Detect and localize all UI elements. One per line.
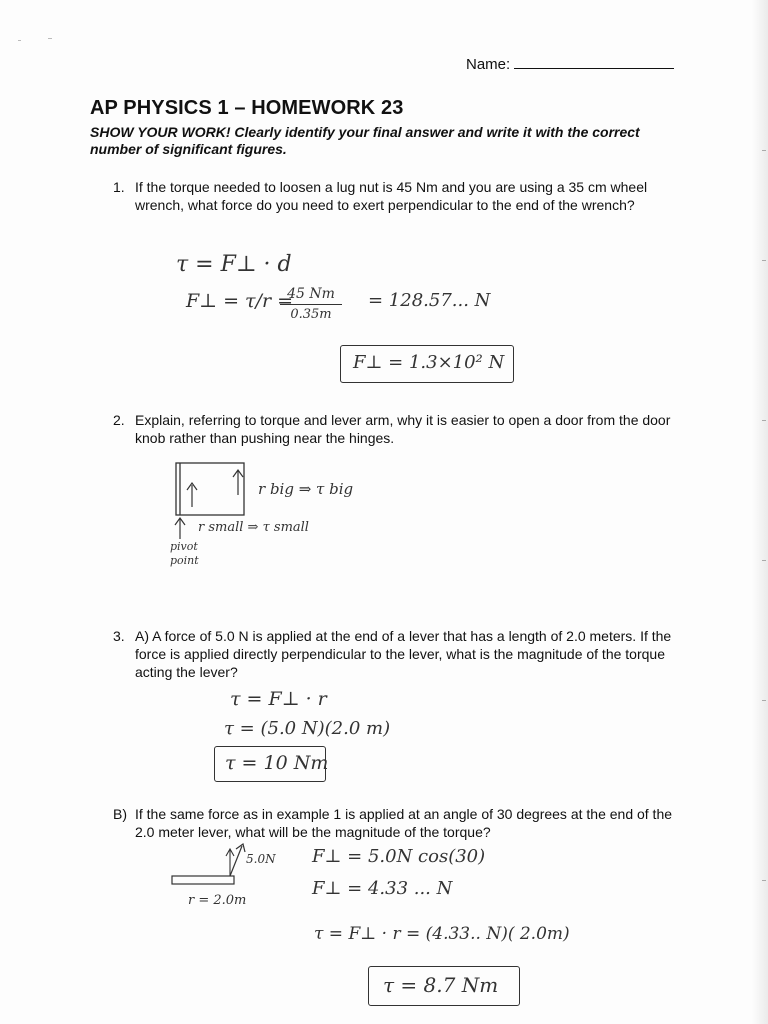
question-text: If the same force as in example 1 is applied at an angle of 30 degrees at the end of the 2.0 meter lever, what will be the magnitude of the torque? (135, 806, 673, 840)
name-label: Name: (466, 56, 511, 73)
q3b-work-line2: F⊥ = 4.33 ... N (312, 878, 453, 899)
name-underline (514, 54, 674, 69)
scan-speck (48, 38, 52, 39)
page-edge-shadow (752, 0, 768, 1024)
question-number: 3. (113, 628, 125, 644)
q1-denominator: 0.35m (290, 307, 332, 322)
edge-mark (762, 420, 766, 421)
q3a-work-line1: τ = F⊥ · r (230, 688, 327, 710)
lever-sketch (168, 840, 268, 892)
edge-mark (762, 260, 766, 261)
edge-mark (762, 560, 766, 561)
page-title: AP PHYSICS 1 – HOMEWORK 23 (90, 97, 404, 119)
q1-work-line2-lhs: F⊥ = τ/r = (186, 290, 294, 312)
q2-small-note: r small ⇒ τ small (198, 520, 309, 535)
q1-answer-box (340, 345, 514, 383)
q2-pivot-label: pivot point (170, 540, 199, 567)
question-number: B) (113, 806, 127, 822)
q3a-work-line2: τ = (5.0 N)(2.0 m) (224, 718, 391, 739)
fraction-bar (280, 304, 342, 305)
scan-speck (18, 40, 21, 41)
q3b-force-label: 5.0N (246, 852, 276, 866)
q3b-work-line3: τ = F⊥ · r = (4.33.. N)( 2.0m) (314, 924, 570, 944)
q3b-work-line1: F⊥ = 5.0N cos(30) (312, 846, 486, 867)
edge-mark (762, 150, 766, 151)
edge-mark (762, 700, 766, 701)
q1-result: = 128.57... N (368, 290, 491, 311)
q3b-answer: τ = 8.7 Nm (383, 973, 499, 997)
q1-answer: F⊥ = 1.3×10² N (353, 352, 505, 373)
q3a-answer-box (214, 746, 329, 782)
question-number: 2. (113, 412, 125, 428)
q1-numerator: 45 Nm (287, 286, 335, 302)
edge-mark (762, 880, 766, 881)
small-force-arrow (170, 515, 190, 541)
question-text: Explain, referring to torque and lever arm, why it is easier to open a door from the door knob rather than pushing near the hinges. (135, 412, 671, 446)
q2-big-note: r big ⇒ τ big (258, 480, 354, 498)
instructions: SHOW YOUR WORK! Clearly identify your final answer and write it with the correct number of significant figures. (90, 124, 640, 157)
q3a-answer: τ = 10 Nm (225, 752, 329, 774)
q3b-answer-box (368, 966, 520, 1006)
q1-work-line1: τ = F⊥ · d (176, 252, 292, 277)
name-field (466, 54, 674, 73)
question-text: If the torque needed to loosen a lug nut is 45 Nm and you are using a 35 cm wheel wrench, what force do you need to exert perpendicular to the end of the wrench? (135, 179, 648, 213)
q3b-length-label: r = 2.0m (188, 893, 247, 908)
question-text: A) A force of 5.0 N is applied at the end of a lever that has a length of 2.0 meters. If the force is applied directly perpendicular to the lever, what is the magnitude of the torque acting the lever? (135, 628, 672, 680)
q1-fraction (280, 286, 342, 322)
question-number: 1. (113, 179, 125, 195)
